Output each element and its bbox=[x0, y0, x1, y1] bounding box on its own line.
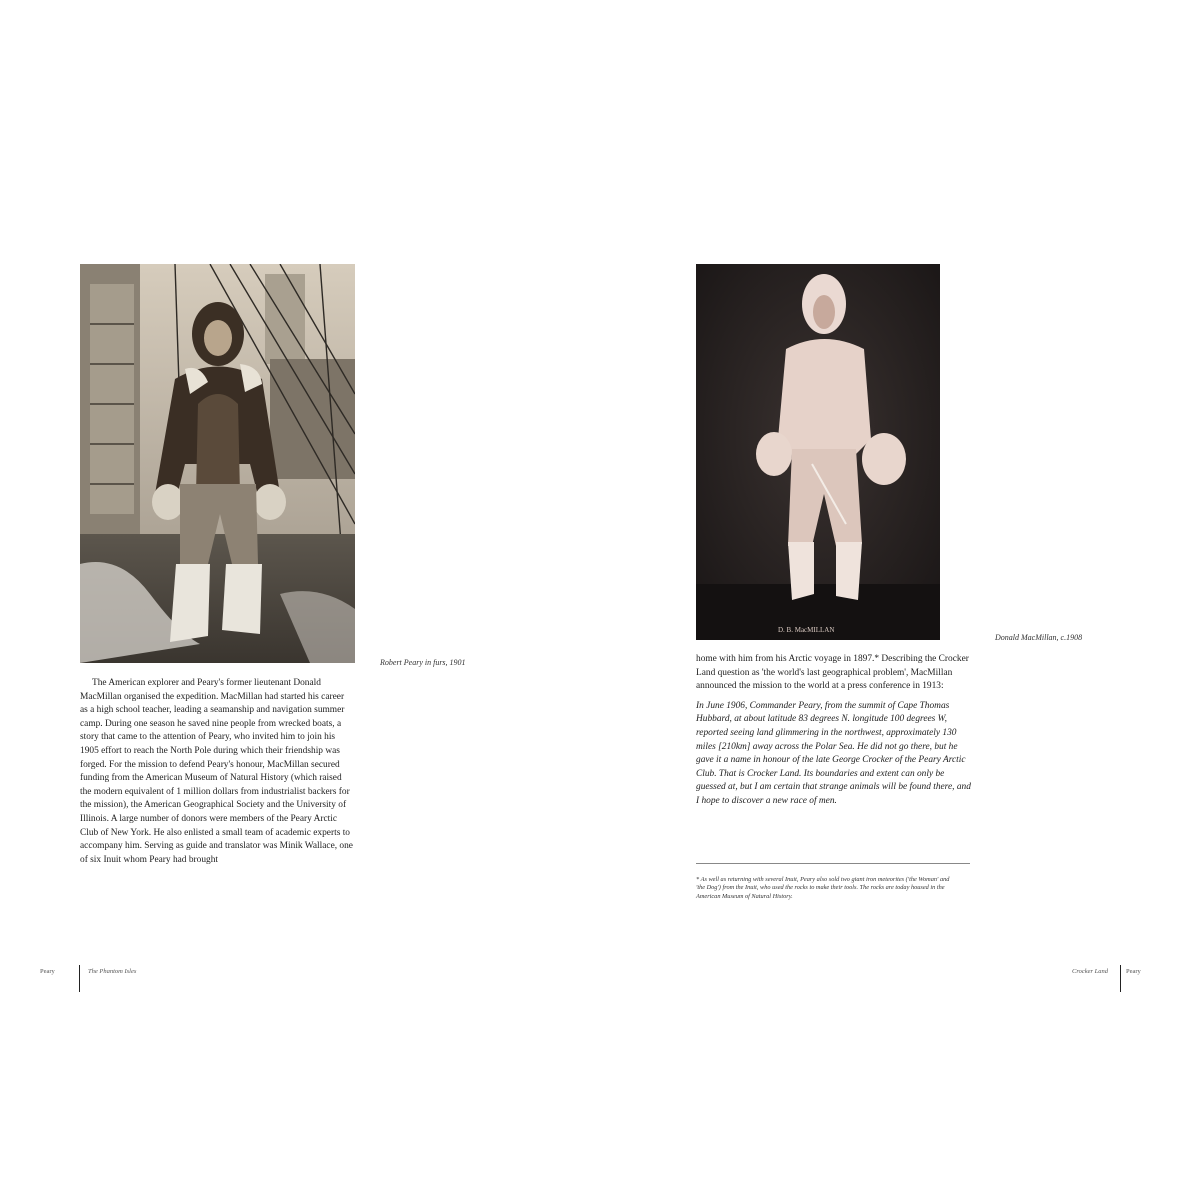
right-page bbox=[600, 0, 1200, 1200]
right-folio-divider bbox=[1120, 965, 1121, 992]
right-paragraph: home with him from his Arctic voyage in 1897.* Describing the Crocker Land question as 'the world's last geographical problem', MacMillan announced the mission to the world at a press conference in 1913: bbox=[696, 654, 969, 692]
macmillan-photo-caption: Donald MacMillan, c.1908 bbox=[995, 633, 1083, 642]
macmillan-photo-inscription: D. B. MacMILLAN bbox=[778, 626, 835, 634]
left-folio-title: The Phantom Isles bbox=[88, 968, 137, 975]
peary-furs-photo bbox=[80, 264, 355, 663]
left-paragraph: The American explorer and Peary's former lieutenant Donald MacMillan organised the expedition. MacMillan had started his career as a high school teacher, leading a seamanship and navigation summer camp. During one season he saved nine people from wrecked boats, a story that came to the attention of Peary, who invited him to join his 1905 effort to reach the North Pole during which their friendship was forged. For the mission to defend Peary's honour, MacMillan secured funding from the American Museum of Natural History (which raised the modern equivalent of 1 million dollars from industrialist backers for the mission), the American Geographical Society and the University of Illinois. A large number of donors were members of the Peary Arctic Club of New York. He also enlisted a small team of academic experts to accompany him. Serving as guide and translator was Minik Wallace, one of six Inuit whom Peary had brought bbox=[80, 678, 353, 865]
footnote-rule bbox=[696, 863, 970, 864]
right-body-text bbox=[696, 653, 971, 809]
peary-photo-caption: Robert Peary in furs, 1901 bbox=[380, 658, 466, 667]
left-body-text bbox=[80, 677, 354, 867]
footnote: * As well as returning with several Inuit, Peary also sold two giant iron meteorites ('the Woman' and 'the Dog') from the Inuit, who used the rocks to make their tools. The rocks are today housed in the American Museum of Natural History. bbox=[696, 876, 950, 900]
left-folio-divider bbox=[79, 965, 80, 992]
crocker-land-quote: In June 1906, Commander Peary, from the summit of Cape Thomas Hubbard, at about latitude 83 degrees N. longitude 100 degrees W, reported seeing land glimmering in the northwest, approximately 130 miles [210km] away across the Polar Sea. He did not go there, but he gave it a name in honour of the late George Crocker of the Peary Arctic Club. That is Crocker Land. Its boundaries and extent can only be guessed at, but I am certain that strange animals will be found there, and I hope to discover a new race of men. bbox=[696, 700, 971, 806]
right-folio-number: Peary bbox=[1126, 968, 1141, 975]
right-folio-title: Crocker Land bbox=[1072, 968, 1109, 975]
left-folio-number: Peary bbox=[40, 968, 55, 975]
macmillan-photo bbox=[696, 264, 940, 640]
